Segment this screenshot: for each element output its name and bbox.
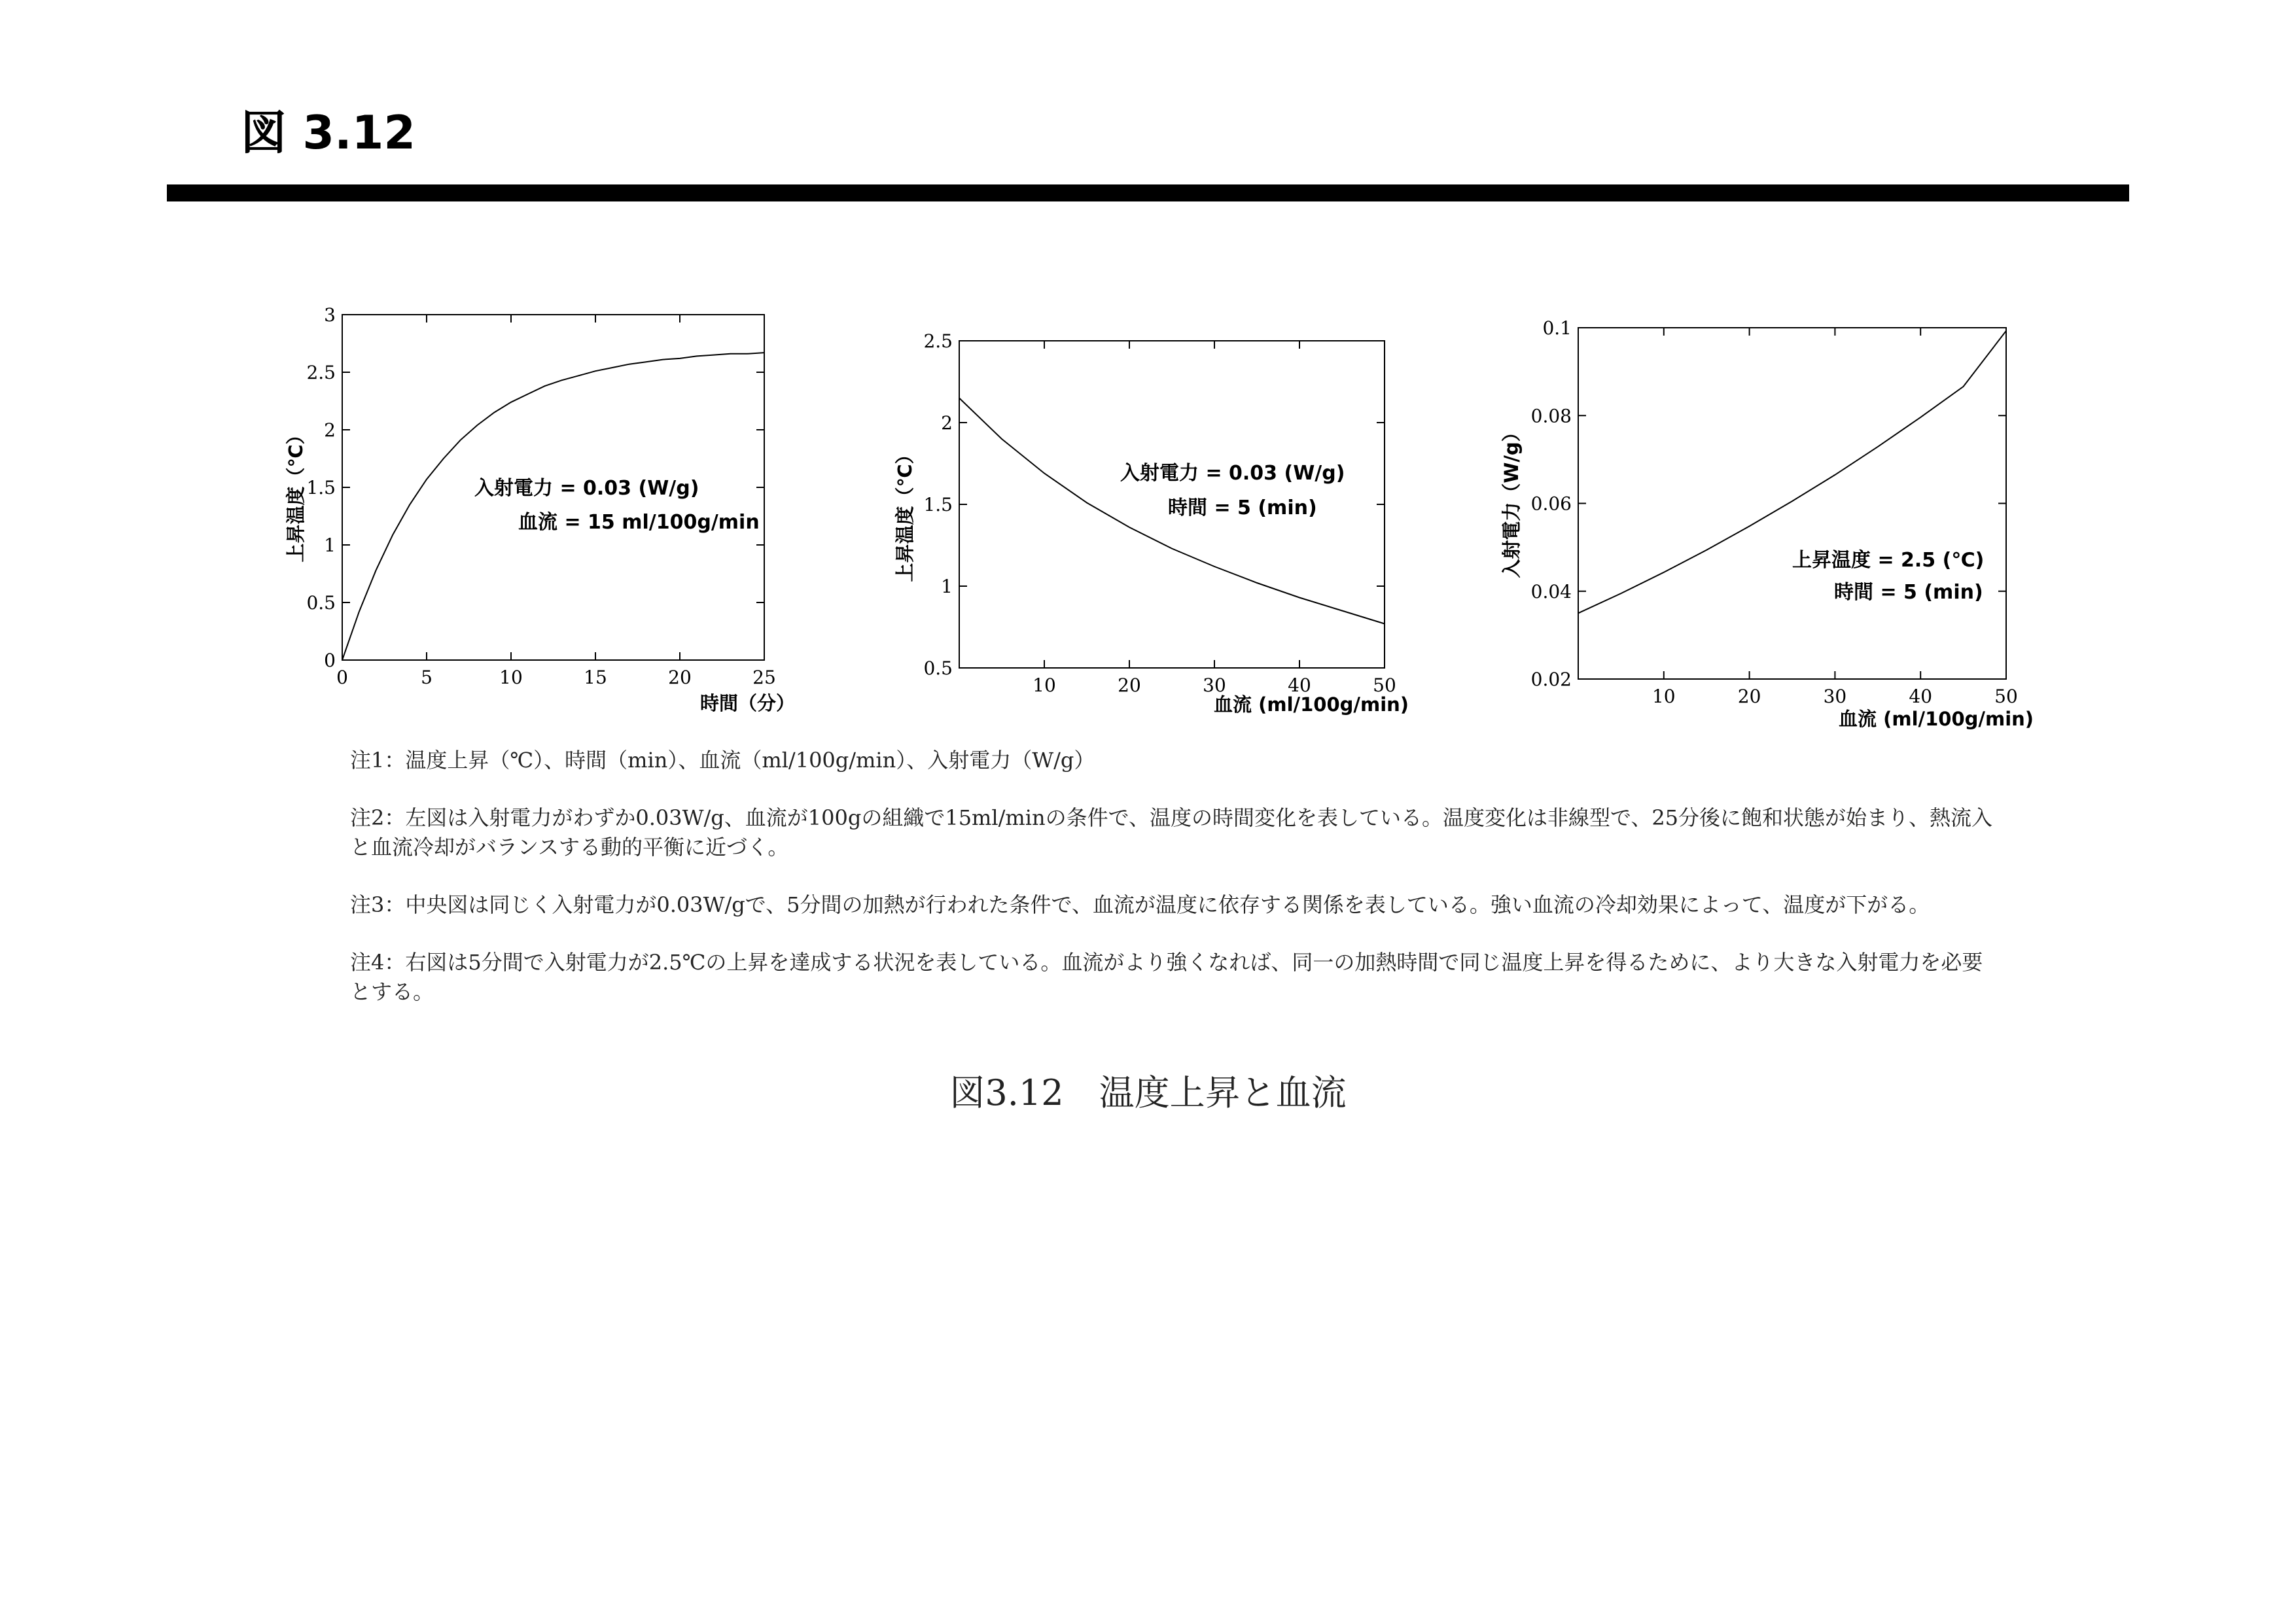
y-axis-title: 入射電力（W/g）: [1500, 423, 1523, 578]
x-tick-label: 20: [1118, 674, 1141, 696]
annotation-temperature: 上昇温度 = 2.5 (℃): [1792, 549, 1985, 572]
note-3: 注3：中央図は同じく入射電力が0.03W/gで、5分間の加熱が行われた条件で、血流が温度に依存する関係を表している。強い血流の冷却効果によって、温度が下がる。: [350, 892, 1930, 917]
x-axis-title: 血流 (ml/100g/min): [1214, 693, 1409, 716]
y-tick-label: 2.5: [306, 362, 336, 383]
annotation-time: 時間 = 5 (min): [1834, 581, 1983, 604]
annotation-blood-flow: 血流 = 15 ml/100g/min: [518, 511, 760, 534]
y-tick-label: 2.5: [923, 330, 953, 352]
x-tick-label: 5: [421, 667, 433, 688]
page-heading: 図 3.12: [241, 106, 416, 160]
x-axis-title: 時間（分）: [700, 692, 796, 714]
figure-caption: 図3.12 温度上昇と血流: [949, 1072, 1347, 1113]
x-tick-label: 10: [499, 667, 523, 688]
plot-frame: [1578, 328, 2006, 679]
y-tick-label: 2: [324, 419, 336, 441]
y-tick-label: 1.5: [306, 477, 336, 498]
x-tick-label: 30: [1203, 674, 1226, 696]
x-tick-label: 30: [1823, 686, 1847, 707]
y-tick-label: 2: [941, 412, 953, 434]
x-tick-label: 40: [1288, 674, 1311, 696]
note-4: 注4：右図は5分間で入射電力が2.5℃の上昇を達成する状況を表している。血流がより強くなれば、同一の加熱時間で同じ温度上昇を得るために、より大きな入射電力を必要とする。: [350, 950, 1983, 1004]
x-axis-title: 血流 (ml/100g/min): [1839, 708, 2034, 730]
x-tick-label: 10: [1651, 686, 1676, 707]
y-axis-title: 上昇温度（℃）: [285, 425, 307, 563]
note-2: 注2：左図は入射電力がわずか0.03W/g、血流が100gの組織で15ml/minの条件で、温度の時間変化を表している。温度変化は非線型で、25分後に飽和状態が始まり、熱流入と血流冷却がバランスする動的平衡に近づく。: [350, 805, 1993, 860]
y-axis-title: 上昇温度（℃）: [894, 445, 916, 582]
y-tick-label: 1: [941, 576, 953, 597]
note-1: 注1：温度上昇（℃）、時間（min）、血流（ml/100g/min）、入射電力（W/g）: [350, 748, 1095, 773]
y-tick-label: 0.04: [1530, 580, 1572, 602]
x-tick-label: 15: [584, 667, 607, 688]
notes-section: [350, 746, 1999, 1035]
x-tick-label: 25: [752, 667, 776, 688]
annotation-power: 入射電力 = 0.03 (W/g): [1120, 462, 1345, 485]
y-tick-label: 1: [324, 534, 336, 556]
x-tick-label: 50: [1373, 674, 1396, 696]
x-tick-label: 0: [336, 667, 348, 688]
y-tick-label: 0: [324, 650, 336, 671]
chart-power-vs-blood-flow: [0, 0, 2296, 739]
x-tick-label: 40: [1909, 686, 1933, 707]
y-tick-label: 3: [324, 304, 336, 326]
y-tick-label: 0.06: [1530, 493, 1572, 515]
annotation-time: 時間 = 5 (min): [1168, 497, 1317, 519]
y-tick-label: 0.5: [306, 592, 336, 614]
y-tick-label: 1.5: [923, 494, 953, 515]
annotation-power: 入射電力 = 0.03 (W/g): [474, 477, 699, 500]
x-tick-label: 20: [1737, 686, 1761, 707]
y-tick-label: 0.02: [1530, 669, 1572, 690]
y-tick-label: 0.08: [1530, 405, 1572, 427]
y-tick-label: 0.1: [1542, 317, 1572, 339]
x-tick-label: 50: [1994, 686, 2018, 707]
x-tick-label: 10: [1033, 674, 1056, 696]
x-tick-label: 20: [668, 667, 692, 688]
y-tick-label: 0.5: [923, 657, 953, 679]
